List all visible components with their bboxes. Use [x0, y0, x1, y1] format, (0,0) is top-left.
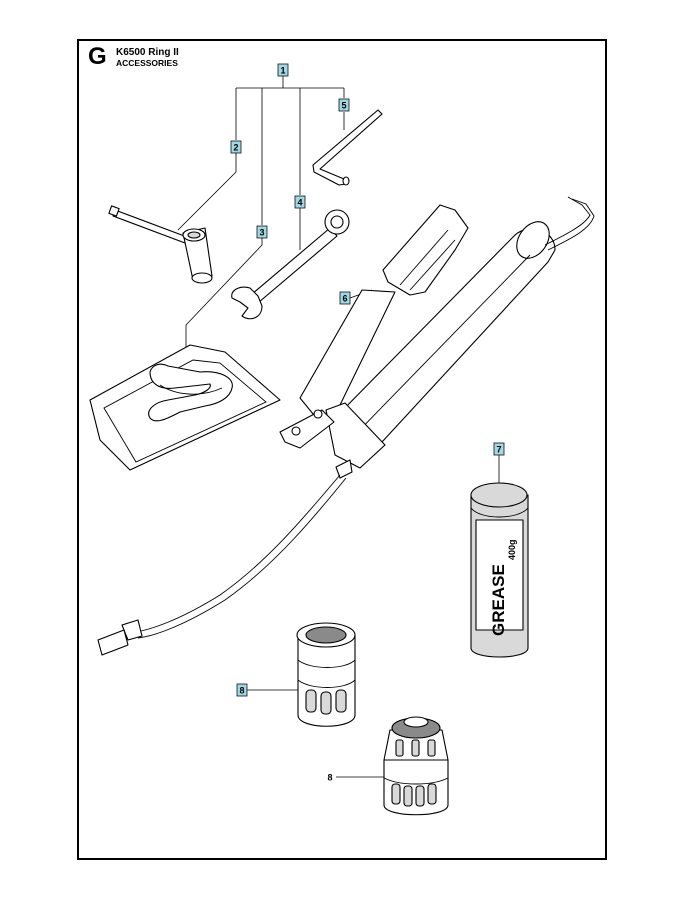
grease-tube-part	[471, 483, 528, 657]
callout-1	[278, 64, 288, 76]
callout-2	[231, 141, 241, 153]
coupling-part-upper	[297, 623, 355, 726]
coupling-part-lower	[384, 717, 448, 815]
callout-6	[340, 292, 350, 304]
svg-text:6: 6	[342, 293, 348, 304]
callout-8-lower	[327, 773, 332, 783]
svg-text:1: 1	[280, 65, 286, 76]
svg-text:7: 7	[496, 444, 502, 455]
svg-text:5: 5	[341, 100, 347, 111]
t-handle-wrench-part	[109, 206, 212, 283]
combination-wrench-part	[232, 210, 349, 319]
hex-key-part	[313, 110, 382, 185]
grease-weight-label: 400g	[507, 539, 517, 560]
callout-8-upper	[237, 684, 247, 696]
section-letter: G	[88, 43, 107, 70]
callout-4	[295, 196, 305, 208]
svg-text:4: 4	[297, 197, 303, 208]
svg-text:8: 8	[239, 685, 245, 696]
callout-5	[339, 99, 349, 111]
svg-text:2: 2	[233, 142, 239, 153]
callout-3	[257, 226, 267, 238]
grease-label: GREASE	[489, 564, 508, 636]
tool-bag-part	[90, 345, 280, 470]
svg-text:3: 3	[259, 227, 265, 238]
page-subtitle: ACCESSORIES	[116, 58, 178, 68]
page-title: K6500 Ring II	[116, 47, 179, 58]
callout-7	[494, 443, 504, 455]
svg-text:8: 8	[327, 772, 333, 783]
